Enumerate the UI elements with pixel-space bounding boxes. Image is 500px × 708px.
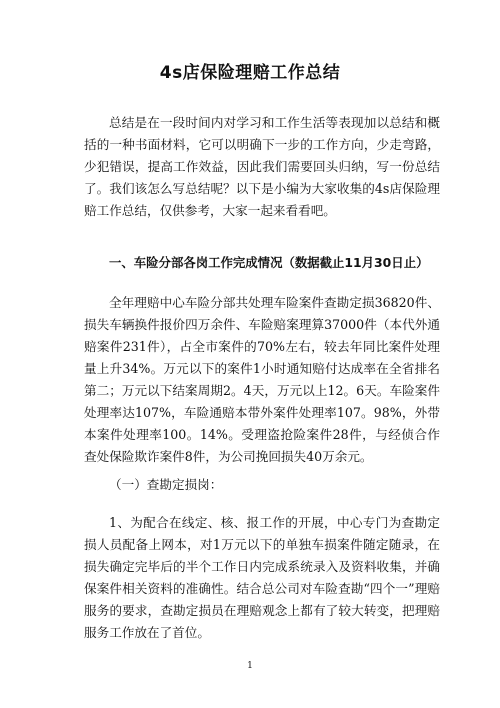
subsection-heading-1: （一）查勘定损岗： [109, 477, 223, 492]
section-1-paragraph: 全年理赔中心车险分部共处理车险案件查勘定损36820件、损失车辆换件报价四万余件、车险赔案理算37000件（本代外通赔案件231件），占全市案件的70%左右，较去年同比案件处理量上升34%。万元以下的案件1小时通知赔付达成率在全省排名第二；万元以下结案周期2。4天，万元以上12。6天。车险案件处理率达107%，车险通赔本带外案件处理率107。98%，外带本案件处理率100。14%。受理盗抢险案件28件，与经侦合作查处保险欺诈案件8件，为公司挽回损失40万余元。 [84, 295, 440, 464]
document-title: 4s店保险理赔工作总结 [159, 63, 341, 83]
intro-paragraph: 总结是在一段时间内对学习和工作生活等表现加以总结和概括的一种书面材料，它可以明确下一步的工作方向，少走弯路，少犯错误，提高工作效益，因此我们需要回头归纳，写一份总结了。我们该怎么写总结呢？以下是小编为大家收集的4s店保险理赔工作总结，仅供参考，大家一起来看看吧。 [84, 115, 440, 218]
subsection-1-paragraph: 1、为配合在线定、核、报工作的开展，中心专门为查勘定损人员配备上网本，对1万元以下的单独车损案件随定随录，在损失确定完毕后的半个工作日内完成系统录入及资料收集，并确保案件相关资料的准确性。结合总公司对车险查勘“四个一”理赔服务的要求，查勘定损员在理赔观念上都有了较大转变，把理赔服务工作放在了首位。 [84, 515, 440, 640]
section-heading-1: 一、车险分部各岗工作完成情况（数据截止11月30日止） [109, 255, 429, 270]
page-number: 1 [247, 661, 253, 671]
